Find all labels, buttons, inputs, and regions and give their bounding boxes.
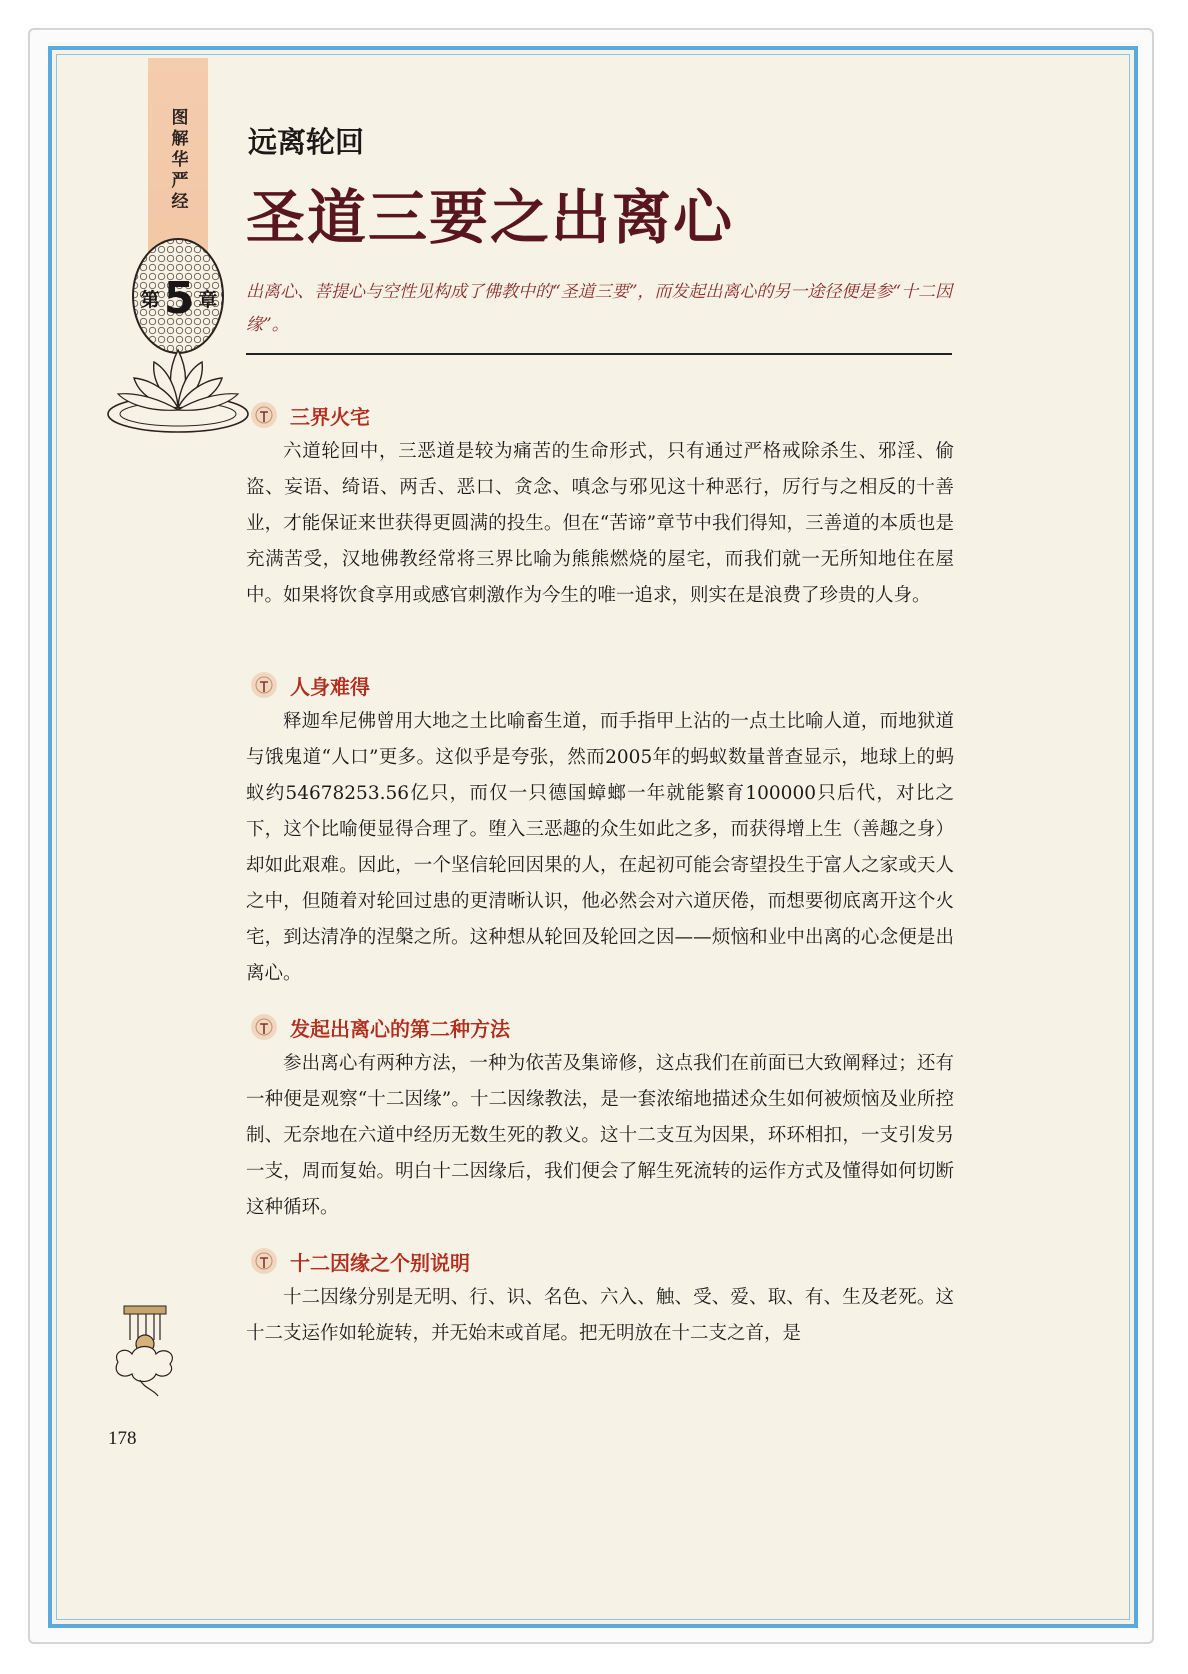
section-heading xyxy=(246,1010,510,1044)
chapter-prefix: 第 xyxy=(140,288,160,311)
section-bullet-icon xyxy=(246,1246,282,1276)
section-bullet-icon xyxy=(246,400,282,430)
page-subtitle: 远离轮回 xyxy=(248,125,365,159)
cloud-ornament-icon xyxy=(110,1300,180,1400)
section-title: 三界火宅 xyxy=(290,404,370,429)
section-body: 释迦牟尼佛曾用大地之土比喻畜生道，而手指甲上沾的一点土比喻人道，而地狱道与饿鬼道“人口”更多。这似乎是夸张，然而2005年的蚂蚁数量普查显示，地球上的蚂蚁约54678253.56亿只，而仅一只德国蟑螂一年就能繁育100000只后代，对比之下，这个比喻便显得合理了。堕入三恶趣的众生如此之多，而获得增上生（善趣之身）却如此艰难。因此，一个坚信轮回因果的人，在起初可能会寄望投生于富人之家或天人之中，但随着对轮回过患的更清晰认识，他必然会对六道厌倦，而想要彻底离开这个火宅，到达清净的涅槃之所。这种想从轮回及轮回之因——烦恼和业中出离的心念便是出离心。 xyxy=(246,711,954,984)
section-bullet-icon xyxy=(246,670,282,700)
section-title: 十二因缘之个别说明 xyxy=(290,1250,470,1275)
section-body: 参出离心有两种方法，一种为依苦及集谛修，这点我们在前面已大致阐释过；还有一种便是观察“十二因缘”。十二因缘教法，是一套浓缩地描述众生如何被烦恼及业所控制、无奈地在六道中经历无数生死的教义。这十二支互为因果，环环相扣，一支引发另一支，周而复始。明白十二因缘后，我们便会了解生死流转的运作方式及懂得如何切断这种循环。 xyxy=(246,1053,954,1218)
chapter-suffix: 章 xyxy=(198,288,218,311)
intro-summary: 出离心、菩提心与空性见构成了佛教中的“圣道三要”，而发起出离心的另一途径便是参“十二因缘”。 xyxy=(246,282,953,335)
page-title: 圣道三要之出离心 xyxy=(246,183,735,252)
section-title: 发起出离心的第二种方法 xyxy=(290,1016,510,1041)
page-number: 178 xyxy=(108,1428,137,1449)
chapter-label xyxy=(114,270,244,326)
section-heading xyxy=(246,668,370,702)
book-page xyxy=(48,46,1138,1628)
section-title: 人身难得 xyxy=(290,674,370,699)
lotus-icon xyxy=(104,340,252,436)
section-body: 十二因缘分别是无明、行、识、名色、六入、触、受、爱、取、有、生及老死。这十二支运作如轮旋转，并无始末或首尾。把无明放在十二支之首，是 xyxy=(246,1287,954,1344)
book-title: 图解华严经 xyxy=(167,108,188,213)
section-heading xyxy=(246,1244,470,1278)
divider-rule xyxy=(246,353,952,355)
chapter-number: 5 xyxy=(163,272,195,324)
section-bullet-icon xyxy=(246,1012,282,1042)
section-heading xyxy=(246,398,370,432)
section-body: 六道轮回中，三恶道是较为痛苦的生命形式，只有通过严格戒除杀生、邪淫、偷盗、妄语、绮语、两舌、恶口、贪念、嗔念与邪见这十种恶行，厉行与之相反的十善业，才能保证来世获得更圆满的投生。但在“苦谛”章节中我们得知，三善道的本质也是充满苦受，汉地佛教经常将三界比喻为熊熊燃烧的屋宅，而我们就一无所知地住在屋中。如果将饮食享用或感官刺激作为今生的唯一追求，则实在是浪费了珍贵的人身。 xyxy=(246,441,954,606)
